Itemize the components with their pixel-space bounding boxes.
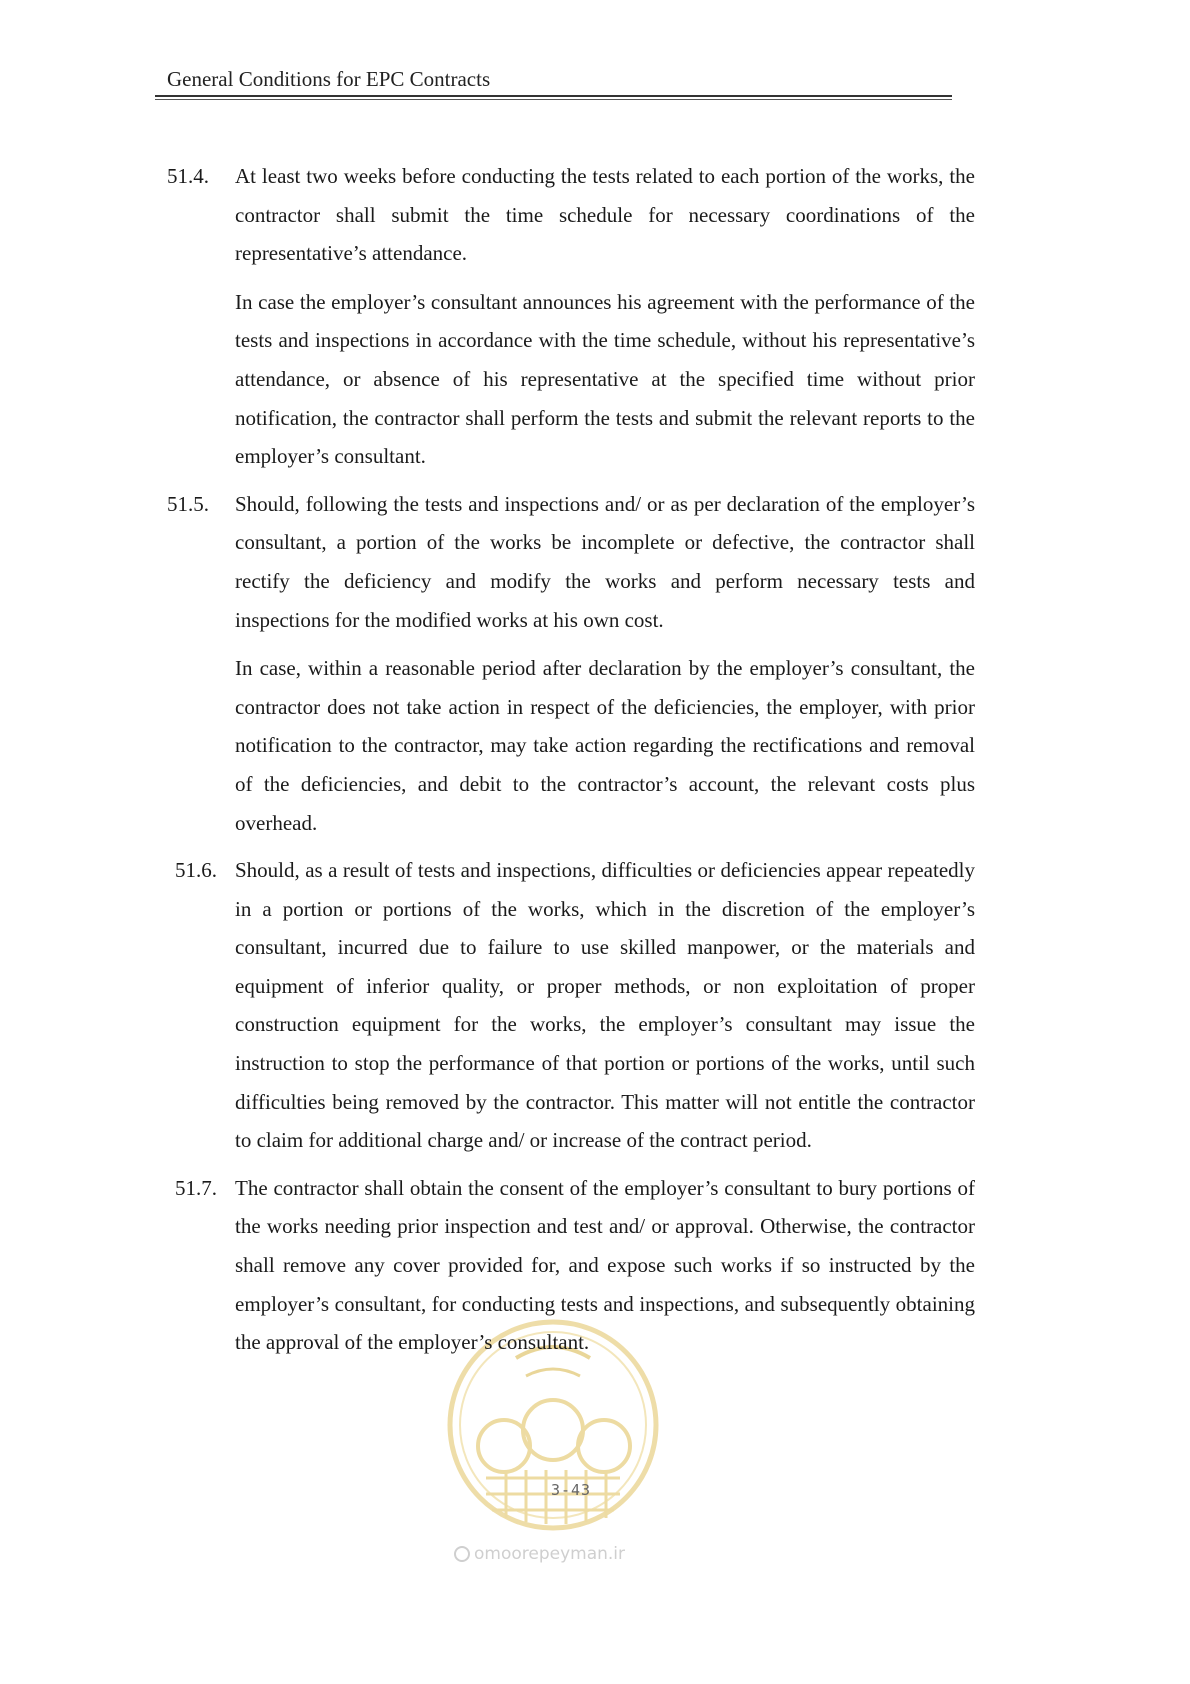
clause-number: 51.4. bbox=[167, 164, 209, 188]
clause-paragraph: The contractor shall obtain the consent of the employer’s consultant to bury portions of the works needing prior inspection and test and/ or approval. Otherwise, the contractor shall remove any cover provided for, and expose such works if so instructed by the employer’s consultant, for conducting tests and inspections, and subsequently obtaining the approval of the employer’s consultant. bbox=[235, 1175, 975, 1355]
watermark-url bbox=[454, 1544, 625, 1564]
clause-paragraph: In case the employer’s consultant announces his agreement with the performance of the tests and inspections in accordance with the time schedule, without his representative’s attendance, or absence of his representative at the specified time without prior notification, the contractor shall perform the tests and submit the relevant reports to the employer’s consultant. bbox=[235, 289, 975, 469]
document-body bbox=[167, 157, 975, 1371]
running-header: General Conditions for EPC Contracts bbox=[167, 67, 491, 91]
clause-paragraph: At least two weeks before conducting the tests related to each portion of the works, the contractor shall submit the time schedule for necessary coordinations of the representative’s attendance. bbox=[235, 164, 975, 266]
header-rule bbox=[155, 95, 952, 97]
clause-51-6 bbox=[167, 851, 975, 1160]
clause-paragraph: Should, following the tests and inspections and/ or as per declaration of the employer’s consultant, a portion of the works be incomplete or defective, the contractor shall rectify the deficiency and modify the works and perform necessary tests and inspections for the modified works at his own cost. bbox=[235, 491, 975, 632]
watermark-url-text: omoorepeyman.ir bbox=[474, 1544, 626, 1564]
clause-51-7 bbox=[167, 1169, 975, 1362]
clause-number: 51.5. bbox=[167, 491, 209, 516]
globe-icon bbox=[454, 1546, 470, 1562]
clause-number: 51.7. bbox=[175, 1175, 217, 1200]
clause-paragraph: In case, within a reasonable period after declaration by the employer’s consultant, the contractor does not take action in respect of the deficiencies, the employer, with prior notification to the contractor, may take action regarding the rectifications and removal of the deficiencies, and debit to the contractor’s account, the relevant costs plus overhead. bbox=[235, 656, 975, 835]
clause-paragraph: Should, as a result of tests and inspections, difficulties or deficiencies appear repeatedly in a portion or portions of the works, which in the discretion of the employer’s consultant, incurred due to failure to use skilled manpower, or the materials and equipment of inferior quality, or proper methods, or non exploitation of proper construction equipment for the works, the employer’s consultant may issue the instruction to stop the performance of that portion or portions of the works, until such difficulties being removed by the contractor. This matter will not entitle the contractor to claim for additional charge and/ or increase of the contract period. bbox=[235, 858, 975, 1153]
page-number: 3-43 bbox=[550, 1481, 592, 1499]
clause-51-4 bbox=[167, 157, 975, 476]
header-rule-secondary bbox=[155, 99, 952, 100]
clause-number: 51.6. bbox=[175, 858, 217, 883]
clause-51-5 bbox=[167, 485, 975, 842]
